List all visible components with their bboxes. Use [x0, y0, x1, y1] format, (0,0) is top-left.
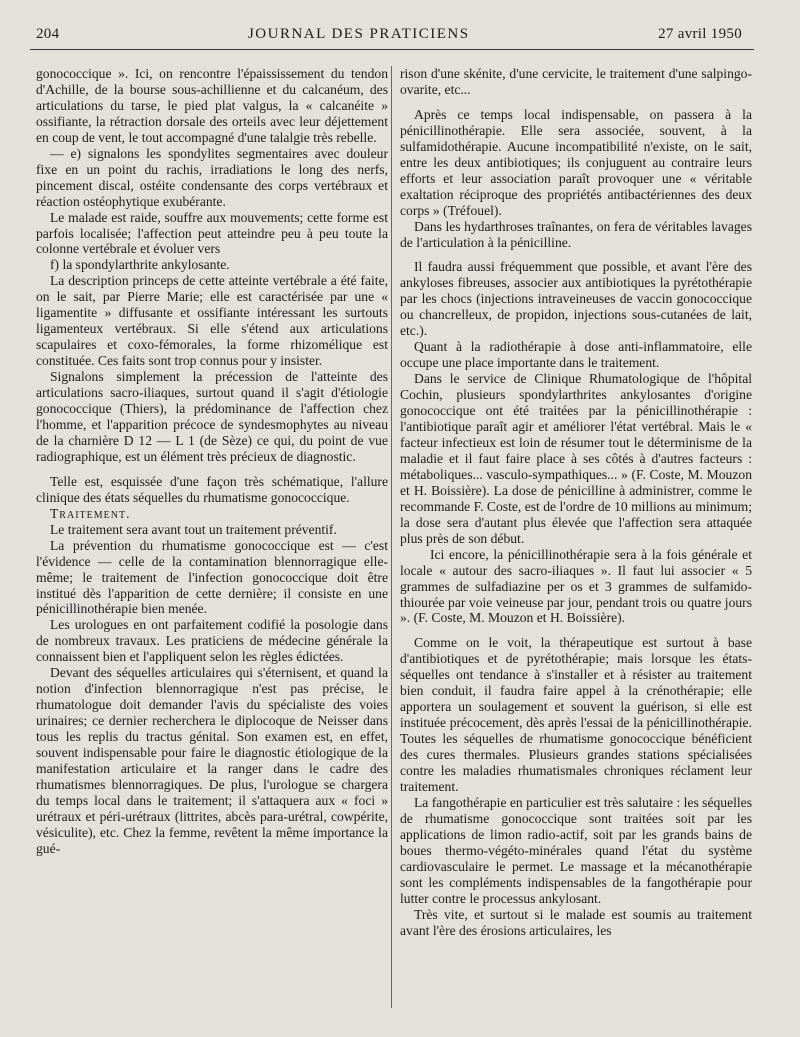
paragraph: Très vite, et surtout si le malade est soumis au traitement avant l'ère des érosions articulaires, les [400, 906, 752, 938]
paragraph: Dans les hydarthroses traînantes, on fera de véritables lavages de l'articulation à la pénicilline. [400, 218, 752, 250]
right-column [400, 66, 752, 939]
issue-date: 27 avril 1950 [658, 26, 742, 42]
paragraph: Les urologues en ont parfaitement codifié la posologie dans de nombreux travaux. Les praticiens de médecine générale la connaissent bien et l'appliquent selon les règles édictées. [36, 617, 388, 665]
paragraph: — e) signalons les spondylites segmentaires avec douleur fixe en un point du rachis, irradiations le long des nerfs, pincement discal, ostéite condensante des corps vertébraux et réaction ostéophytique exubérante. [36, 145, 388, 209]
paragraph: Le traitement sera avant tout un traitement préventif. [50, 521, 337, 537]
paragraph: Le malade est raide, souffre aux mouvements; cette forme est parfois localisée; l'affection peut atteindre peu à peu toute la colonne vertébrale et évoluer vers [36, 209, 388, 257]
paragraph: Il faudra aussi fréquemment que possible, et avant l'ère des ankyloses fibreuses, associer aux antibiotiques la pyrétothérapie par les chocs (injections intraveineuses de vaccin gonococcique ou chancrelleux, de propidon, injections sous-cutanées de lait, etc.). [400, 259, 752, 339]
paragraph: Quant à la radiothérapie à dose anti-inflammatoire, elle occupe une place importante dans le traitement. [400, 339, 752, 371]
paragraph: La fangothérapie en particulier est très salutaire : les séquelles de rhumatisme gonococcique sont traitées soit par les applications de limon radio-actif, soit par les grands bains de boues thermo-végéto-minérales quand l'état du système cardiovasculaire le permet. Le massage et la mécanothérapie sont les compléments indispensables de la fangothérapie pour lutter contre le processus ankylosant. [400, 794, 752, 906]
section-heading: Traitement. [50, 505, 131, 521]
paragraph: Dans le service de Clinique Rhumatologique de l'hôpital Cochin, plusieurs spondylarthrites ankylosantes d'origine gonococcique ont été traitées par la pénicillinothérapie : l'antibiotique paraît agir et améliorer l'état vertébral. Mais le « facteur infectieux est loin de résumer tout le déterminisme de la maladie et il faut faire place à ses côtés à d'autres facteurs : métaboliques... vasculo-sympathiques... » (F. Coste, M. Mouzon et H. Boissière). La dose de pénicilline à administrer, comme le recommande F. Coste, est de l'ordre de 10 millions au minimum; la dose sera d'autant plus élevée que l'affection sera attaquée plus près de son début. [400, 371, 752, 546]
paragraph: f) la spondylarthrite ankylosante. [50, 257, 230, 273]
paragraph: La prévention du rhumatisme gonococcique est — c'est l'évidence — celle de la contamination blennorragique elle-même; le traitement de l'infection gonococcique doit être institué dès l'apparition de cette dernière; il consiste en une pénicillinothérapie bien menée. [36, 537, 388, 617]
paragraph: Comme on le voit, la thérapeutique est surtout à base d'antibiotiques et de pyrétothérapie; mais lorsque les états-séquelles ont tendance à s'installer et à résister au traitement bien conduit, il faudra faire appel à la crénothérapie; elle apportera un soulagement et souvent la guérison, si elle est instituée précocement, dès après l'essai de la pénicillinothérapie. Toutes les séquelles de rhumatisme gonococcique bénéficient des cures thermales. Plusieurs grandes stations spécialisées contre les maladies rhumatismales chroniques réclament leur traitement. [400, 635, 752, 794]
paragraph: La description princeps de cette atteinte vertébrale a été faite, on le sait, par Pierre Marie; elle est caractérisée par une « ligamentite » diffusante et ossifiante intéressant les surtouts ligamenteux vertébraux. Si elle s'étend aux articulations scapulaires et coxo-fémorales, la forme rhizomélique est constituée. Ces faits sont trop connus pour y insister. [36, 273, 388, 369]
column-divider [391, 66, 392, 1008]
header-rule [30, 49, 754, 50]
page-number: 204 [36, 26, 60, 42]
paragraph: gonococcique ». Ici, on rencontre l'épaississement du tendon d'Achille, de la bourse sous-achillienne et du calcanéum, des articulations du tarse, le pied plat valgus, la « calcanéite » ossifiante, la rétraction dorsale des orteils avec leur déjettement en coup de vent, le tout accompagné d'une talalgie très rebelle. [36, 66, 388, 145]
paragraph: Après ce temps local indispensable, on passera à la pénicillinothérapie. Elle sera associée, souvent, à la sulfamidothérapie. Aucune incompatibilité n'existe, on le sait, entre les deux antibiotiques; ils conjuguent au contraire leurs efforts et leur association paraît provoquer une « véritable exaltation réciproque des propriétés antibactériennes des deux corps » (Tréfouel). [400, 106, 752, 218]
paragraph: Signalons simplement la précession de l'atteinte des articulations sacro-iliaques, surtout quand il s'agit d'étiologie gonococcique (Thiers), la prédominance de l'affection chez l'homme, et l'apparition précoce de syndesmophytes au niveau de la charnière D 12 — L 1 (de Sèze) ce qui, du point de vue radiographique, est un élément très précieux de diagnostic. [36, 369, 388, 464]
paragraph: Telle est, esquissée d'une façon très schématique, l'allure clinique des états séquelles du rhumatisme gonococcique. [36, 473, 388, 505]
journal-title: JOURNAL DES PRATICIENS [247, 26, 470, 42]
left-column [36, 66, 388, 857]
page-header [36, 26, 742, 46]
paragraph: Devant des séquelles articulaires qui s'éternisent, et quand la notion d'infection blennorragique n'est pas précise, le rhumatologue doit demander l'avis du spécialiste des voies urinaires; ce dernier recherchera le diplocoque de Neisser dans tous les replis du tractus génital. Son examen est, en effet, souvent indispensable pour faire le diagnostic étiologique de la manifestation articulaire et la ranger dans le cadre des rhumatismes blennorragiques. De plus, l'urologue se chargera du temps local dans le traitement; il s'attaquera aux « foci » urétraux et péri-urétraux (littrites, abcès para-urétral, cowpérite, vésiculite), etc. Chez la femme, revêtent la même importance la gué- [36, 665, 388, 856]
paragraph: rison d'une skénite, d'une cervicite, le traitement d'une salpingo-ovarite, etc... [400, 66, 752, 97]
paragraph: Ici encore, la pénicillinothérapie sera à la fois générale et locale « autour des sacro-iliaques ». Il faut lui associer « 5 grammes de sulfadiazine per os et 3 grammes de sulfamido-thiourée par voie veineuse par jour, pendant trois ou quatre jours ». (F. Coste, M. Mouzon et H. Boissière). [400, 546, 752, 626]
